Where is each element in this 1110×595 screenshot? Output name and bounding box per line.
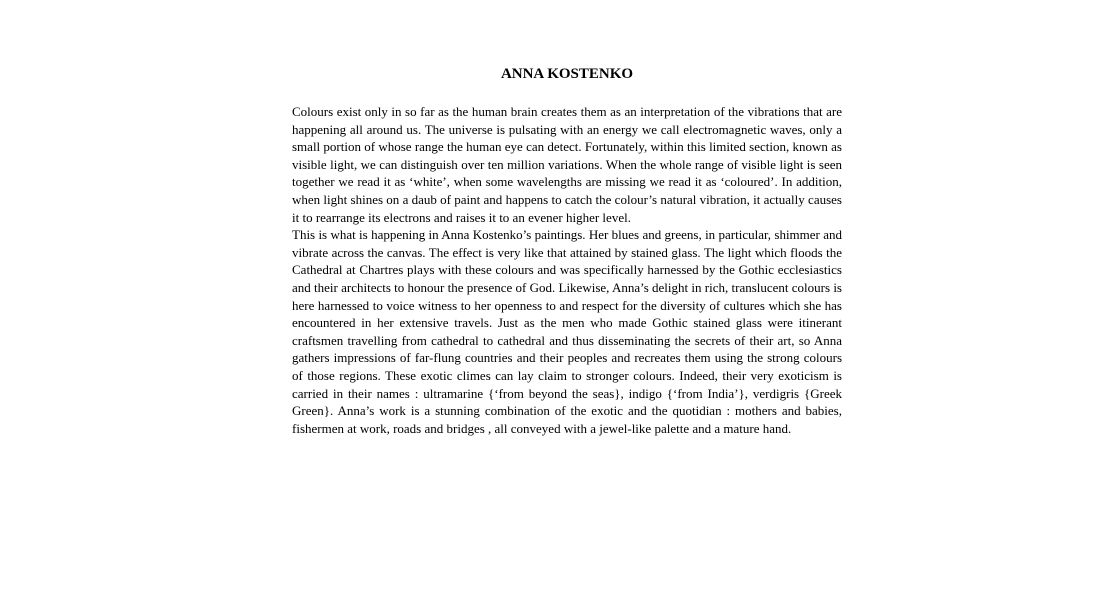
- document-body: [292, 103, 842, 437]
- document-title: ANNA KOSTENKO: [500, 66, 634, 82]
- body-paragraph-2: This is what is happening in Anna Kostenko’s paintings. Her blues and greens, in particular, shimmer and vibrate across the canvas. The effect is very like that attained by stained glass. The light which floods the Cathedral at Chartres plays with these colours and was specifically harnessed by the Gothic ecclesiastics and their architects to honour the presence of God. Likewise, Anna’s delight in rich, translucent colours is here harnessed to voice witness to her openness to and respect for the diversity of cultures which she has encountered in her extensive travels. Just as the men who made Gothic stained glass were itinerant craftsmen travelling from cathedral to cathedral and thus disseminating the secrets of their art, so Anna gathers impressions of far-flung countries and their peoples and recreates them using the strong colours of those regions. These exotic climes can lay claim to stronger colours. Indeed, their very exoticism is carried in their names : ultramarine {‘from beyond the seas}, indigo {‘from India’}, verdigris {Greek Green}. Anna’s work is a stunning combination of the exotic and the quotidian : mothers and babies, fishermen at work, roads and bridges , all conveyed with a jewel-like palette and a mature hand.: [292, 227, 842, 436]
- body-paragraph-1: Colours exist only in so far as the human brain creates them as an interpretation of the vibrations that are happening all around us. The universe is pulsating with an energy we call electromagnetic waves, only a small portion of whose range the human eye can detect. Fortunately, within this limited section, known as visible light, we can distinguish over ten million variations. When the whole range of visible light is seen together we read it as ‘white’, when some wavelengths are missing we read it as ‘coloured’. In addition, when light shines on a daub of paint and happens to catch the colour’s natural vibration, it actually causes it to rearrange its electrons and raises it to an evener higher level.: [292, 104, 842, 225]
